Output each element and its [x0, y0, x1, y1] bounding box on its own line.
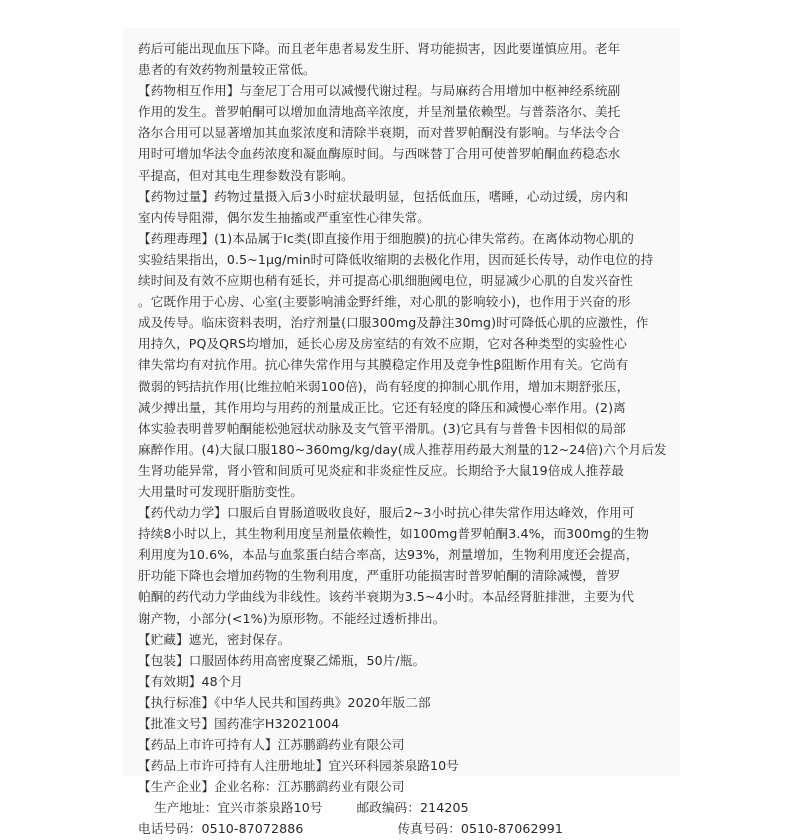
leaflet-line: 【生产企业】企业名称：江苏鹏鹞药业有限公司 — [138, 779, 405, 795]
leaflet-line: 用时可增加华法令血药浓度和凝血酶原时间。与西咪替丁合用可使普罗帕酮血药稳态水 — [138, 146, 621, 162]
leaflet-line: 【执行标准】《中华人民共和国药典》2020年版二部 — [138, 694, 431, 710]
leaflet-line: 【药理毒理】(1)本品属于Ic类(即直接作用于细胞膜)的抗心律失常药。在离体动物心肌的 — [138, 230, 634, 246]
phone-number: 电话号码：0510-87072886 — [138, 821, 304, 837]
leaflet-line: 大用量时可发现肝脂肪变性。 — [138, 483, 304, 499]
leaflet-line: 【药物过量】药物过量摄入后3小时症状最明显，包括低血压，嗜睡，心动过缓，房内和 — [138, 188, 629, 204]
leaflet-line: 【贮藏】遮光，密封保存。 — [138, 631, 291, 647]
leaflet-line: 平提高，但对其电生理参数没有影响。 — [138, 167, 354, 183]
leaflet-line: 生肾功能异常，肾小管和间质可见炎症和非炎症性反应。长期给予大鼠19倍成人推荐最 — [138, 462, 624, 478]
leaflet-line: 【药代动力学】口服后自胃肠道吸收良好，服后2~3小时抗心律失常作用达峰效，作用可 — [138, 505, 635, 521]
leaflet-line: 用持久，PQ及QRS均增加，延长心房及房室结的有效不应期，它对各种类型的实验性心 — [138, 336, 627, 352]
leaflet-body — [138, 38, 680, 797]
leaflet-line: 【批准文号】国药准字H32021004 — [138, 716, 340, 731]
leaflet-line: 成及传导。临床资料表明，治疗剂量(口服300mg及静注30mg)时可降低心肌的应激性，作 — [138, 315, 649, 331]
leaflet-line: 帕酮的药代动力学曲线为非线性。该药半衰期为3.5~4小时。本品经肾脏排泄，主要为代 — [138, 589, 635, 605]
leaflet-line: 肝功能下降也会增加药物的生物利用度，严重肝功能损害时普罗帕酮的清除减慢，普罗 — [138, 568, 621, 584]
leaflet-line: 。它既作用于心房、心室(主要影响浦金野纤维，对心肌的影响较小)，也作用于兴奋的形 — [138, 294, 631, 310]
leaflet-line: 【有效期】48个月 — [138, 673, 244, 689]
leaflet-line: 室内传导阻滞，偶尔发生抽搐或严重室性心律失常。 — [138, 209, 430, 225]
leaflet-line: 作用的发生。普罗帕酮可以增加血清地高辛浓度，并呈剂量依赖型。与普萘洛尔、美托 — [138, 104, 621, 120]
leaflet-line: 麻醉作用。(4)大鼠口服180~360mg/kg/day(成人推荐用药最大剂量的12~24倍)六个月后发 — [138, 441, 667, 457]
fax-number: 传真号码：0510-87062991 — [397, 821, 563, 837]
leaflet-line: 【包装】口服固体药用高密度聚乙烯瓶，50片/瓶。 — [138, 652, 426, 668]
leaflet-line: 微弱的钙拮抗作用(比维拉帕米弱100倍)，尚有轻度的抑制心肌作用，增加末期舒张压， — [138, 378, 630, 394]
postal-code: 邮政编码：214205 — [356, 800, 469, 816]
drug-leaflet — [122, 28, 680, 837]
leaflet-line: 【药物相互作用】与奎尼丁合用可以减慢代谢过程。与局麻药合用增加中枢神经系统副 — [138, 83, 621, 99]
leaflet-line: 减少搏出量，其作用均与用药的剂量成正比。它还有轻度的降压和减慢心率作用。(2)离 — [138, 399, 626, 415]
leaflet-line: 体实验表明普罗帕酮能松弛冠状动脉及支气管平滑肌。(3)它具有与普鲁卡因相似的局部 — [138, 420, 626, 436]
leaflet-line: 律失常均有对抗作用。抗心律失常作用与其膜稳定作用及竞争性β阻断作用有关。它尚有 — [138, 357, 629, 373]
leaflet-line: 续时间及有效不应期也稍有延长，并可提高心肌细胞阈电位，明显减少心肌的自发兴奋性 — [138, 273, 634, 289]
contact-row — [138, 818, 680, 839]
leaflet-line: 【药品上市许可持有人注册地址】宜兴环科园茶泉路10号 — [138, 758, 459, 774]
production-info-row — [138, 797, 680, 818]
leaflet-line: 洛尔合用可以显著增加其血浆浓度和清除半衰期，而对普罗帕酮没有影响。与华法令合 — [138, 125, 621, 141]
leaflet-line: 谢产物，小部分(<1%)为原形物。不能经过透析排出。 — [138, 610, 446, 626]
production-address: 生产地址：宜兴市茶泉路10号 — [154, 800, 323, 816]
leaflet-line: 利用度为10.6%，本品与血浆蛋白结合率高，达93%，剂量增加，生物利用度还会提高， — [138, 547, 639, 563]
leaflet-line: 持续8小时以上，其生物利用度呈剂量依赖性，如100mg普罗帕酮3.4%，而300mg的生物 — [138, 526, 649, 542]
leaflet-line: 实验结果指出，0.5~1μg/min时可降低收缩期的去极化作用，因而延长传导，动作电位的持 — [138, 251, 654, 267]
leaflet-line: 【药品上市许可持有人】江苏鹏鹞药业有限公司 — [138, 737, 405, 753]
leaflet-line: 药后可能出现血压下降。而且老年患者易发生肝、肾功能损害，因此要谨慎应用。老年 — [138, 41, 621, 56]
leaflet-line: 患者的有效药物剂量较正常低。 — [138, 62, 316, 78]
